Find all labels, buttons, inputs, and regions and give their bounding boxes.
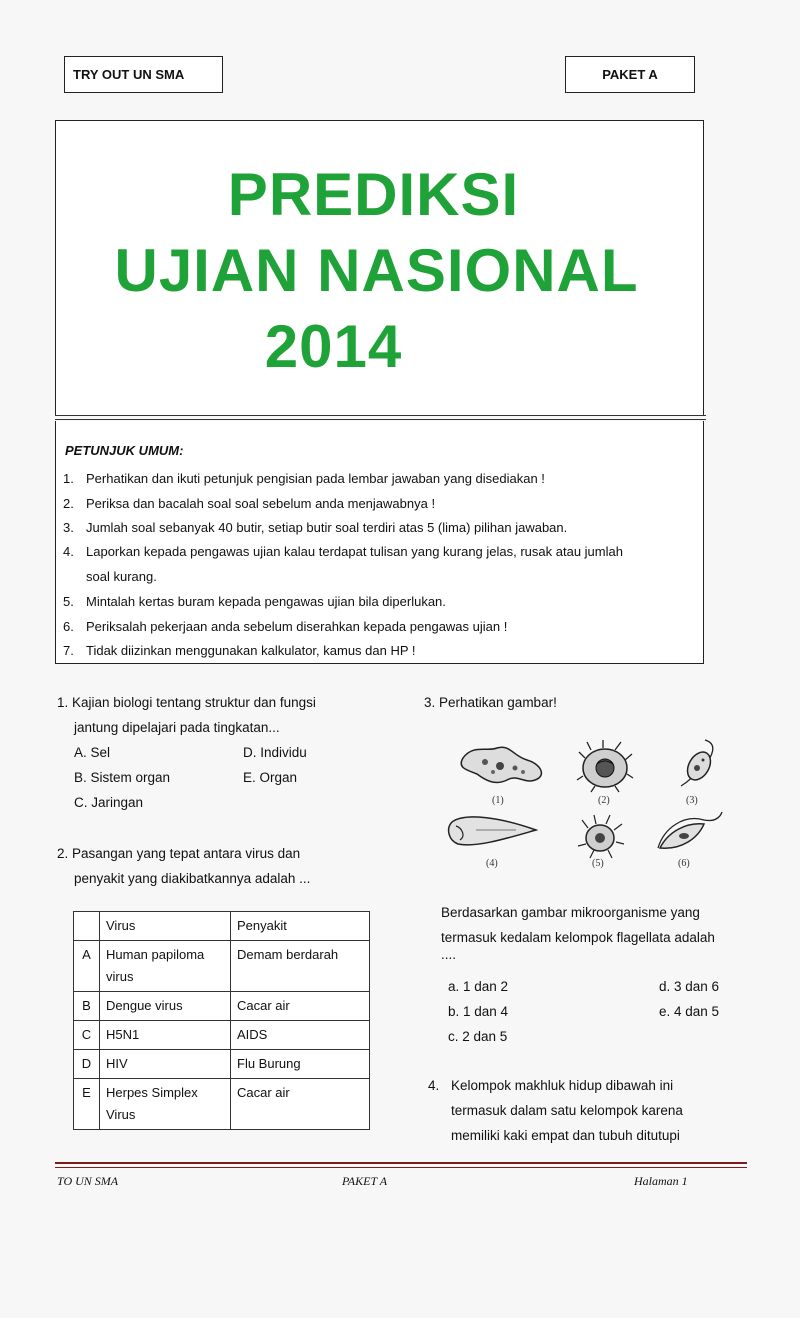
q1-option-e: E. Organ	[243, 770, 298, 785]
footer-divider	[55, 1162, 747, 1168]
q3-stem: 3. Perhatikan gambar!	[424, 695, 557, 710]
instructions-heading: PETUNJUK UMUM:	[65, 443, 184, 458]
instruction-number: 5.	[63, 594, 74, 609]
virus-disease-table	[73, 911, 370, 1130]
instruction-text: Periksalah pekerjaan anda sebelum diserahkan kepada pengawas ujian !	[86, 619, 508, 634]
footer-left: TO UN SMA	[57, 1174, 119, 1188]
header-left-tag	[64, 56, 223, 93]
instruction-text: Laporkan kepada pengawas ujian kalau terdapat tulisan yang kurang jelas, rusak atau jumlah	[86, 544, 623, 559]
table-cell-disease: Cacar air	[231, 992, 370, 1021]
q3-option-c: c. 2 dan 5	[448, 1029, 508, 1044]
amoeba-drawing	[455, 738, 550, 793]
trypanosoma-drawing	[654, 810, 724, 860]
instruction-text: Perhatikan dan ikuti petunjuk pengisian pada lembar jawaban yang disediakan !	[86, 471, 545, 486]
virus-name-line2: virus	[106, 969, 134, 984]
q1-option-b: B. Sistem organ	[74, 770, 171, 785]
table-cell-disease: Cacar air	[231, 1079, 370, 1130]
header-right-tag	[565, 56, 695, 93]
q3-option-b: b. 1 dan 4	[448, 1004, 509, 1019]
instruction-text: Jumlah soal sebanyak 40 butir, setiap butir soal terdiri atas 5 (lima) pilihan jawaban.	[86, 520, 568, 535]
sporozoa-drawing	[574, 812, 626, 860]
table-row	[74, 1021, 370, 1050]
footer-page-number: Halaman 1	[634, 1174, 688, 1188]
table-row-letter: A	[74, 941, 100, 992]
virus-name-line1: Herpes Simplex	[106, 1085, 198, 1100]
table-cell-virus	[100, 941, 231, 992]
organism-label: (1)	[492, 795, 504, 806]
header-right-tag-text: PAKET A	[602, 67, 658, 82]
instruction-number: 6.	[63, 619, 74, 634]
table-row	[74, 941, 370, 992]
title-line-1: PREDIKSI	[227, 161, 520, 228]
table-row-letter: B	[74, 992, 100, 1021]
q1-option-a: A. Sel	[74, 745, 111, 760]
q1-stem-line2: jantung dipelajari pada tingkatan...	[74, 720, 280, 735]
instruction-text: Periksa dan bacalah soal soal sebelum anda menjawabnya !	[86, 496, 436, 511]
organism-label: (2)	[598, 795, 610, 806]
q4-stem-line3: memiliki kaki empat dan tubuh ditutupi	[451, 1128, 680, 1143]
table-header-virus: Virus	[100, 912, 231, 941]
table-row	[74, 992, 370, 1021]
q3-option-e: e. 4 dan 5	[659, 1004, 720, 1019]
organism-label: (5)	[592, 858, 604, 869]
table-cell-virus: HIV	[100, 1050, 231, 1079]
instruction-number: 1.	[63, 471, 74, 486]
header-left-tag-text: TRY OUT UN SMA	[73, 67, 185, 82]
title-box	[55, 120, 704, 416]
q3-body-line2: termasuk kedalam kelompok flagellata adalah	[441, 930, 715, 945]
table-cell-disease: Flu Burung	[231, 1050, 370, 1079]
footer-center: PAKET A	[342, 1174, 388, 1188]
euglena-drawing	[675, 736, 725, 792]
q1-option-c: C. Jaringan	[74, 795, 144, 810]
title-line-2: UJIAN NASIONAL	[114, 237, 639, 304]
instruction-number: 4.	[63, 544, 74, 559]
table-row	[74, 1079, 370, 1130]
q2-stem-line1: 2. Pasangan yang tepat antara virus dan	[57, 846, 301, 861]
instruction-number: 3.	[63, 520, 74, 535]
q4-stem-line1: Kelompok makhluk hidup dibawah ini	[451, 1078, 674, 1093]
paramecium-drawing	[446, 808, 542, 858]
instructions-box	[55, 421, 704, 664]
table-header-penyakit: Penyakit	[231, 912, 370, 941]
q3-option-d: d. 3 dan 6	[659, 979, 720, 994]
table-cell-virus	[100, 1079, 231, 1130]
virus-name-line1: Human papiloma	[106, 947, 205, 962]
table-cell	[74, 912, 100, 941]
organism-label: (3)	[686, 795, 698, 806]
table-row-letter: E	[74, 1079, 100, 1130]
title-line-3: 2014	[264, 313, 403, 380]
instruction-text: Tidak diizinkan menggunakan kalkulator, kamus dan HP !	[86, 643, 416, 658]
table-row-letter: C	[74, 1021, 100, 1050]
instruction-number: 7.	[63, 643, 74, 658]
instruction-number: 2.	[63, 496, 74, 511]
organism-label: (4)	[486, 858, 498, 869]
table-cell-virus: H5N1	[100, 1021, 231, 1050]
instruction-text: soal kurang.	[86, 569, 157, 584]
q3-option-a: a. 1 dan 2	[448, 979, 509, 994]
ciliate-drawing	[575, 738, 635, 794]
q1-option-d: D. Individu	[243, 745, 307, 760]
instruction-text: Mintalah kertas buram kepada pengawas ujian bila diperlukan.	[86, 594, 446, 609]
organism-label: (6)	[678, 858, 690, 869]
q4-number: 4.	[428, 1078, 440, 1093]
q4-stem-line2: termasuk dalam satu kelompok karena	[451, 1103, 683, 1118]
q3-body-line3: ....	[441, 947, 457, 962]
q3-body-line1: Berdasarkan gambar mikroorganisme yang	[441, 905, 700, 920]
table-header-row	[74, 912, 370, 941]
section-divider	[55, 415, 706, 420]
table-cell-disease: AIDS	[231, 1021, 370, 1050]
table-cell-virus: Dengue virus	[100, 992, 231, 1021]
table-row	[74, 1050, 370, 1079]
table-row-letter: D	[74, 1050, 100, 1079]
q1-stem-line1: 1. Kajian biologi tentang struktur dan fungsi	[57, 695, 316, 710]
table-cell-disease: Demam berdarah	[231, 941, 370, 992]
virus-name-line2: Virus	[106, 1107, 136, 1122]
q2-stem-line2: penyakit yang diakibatkannya adalah ...	[74, 871, 311, 886]
